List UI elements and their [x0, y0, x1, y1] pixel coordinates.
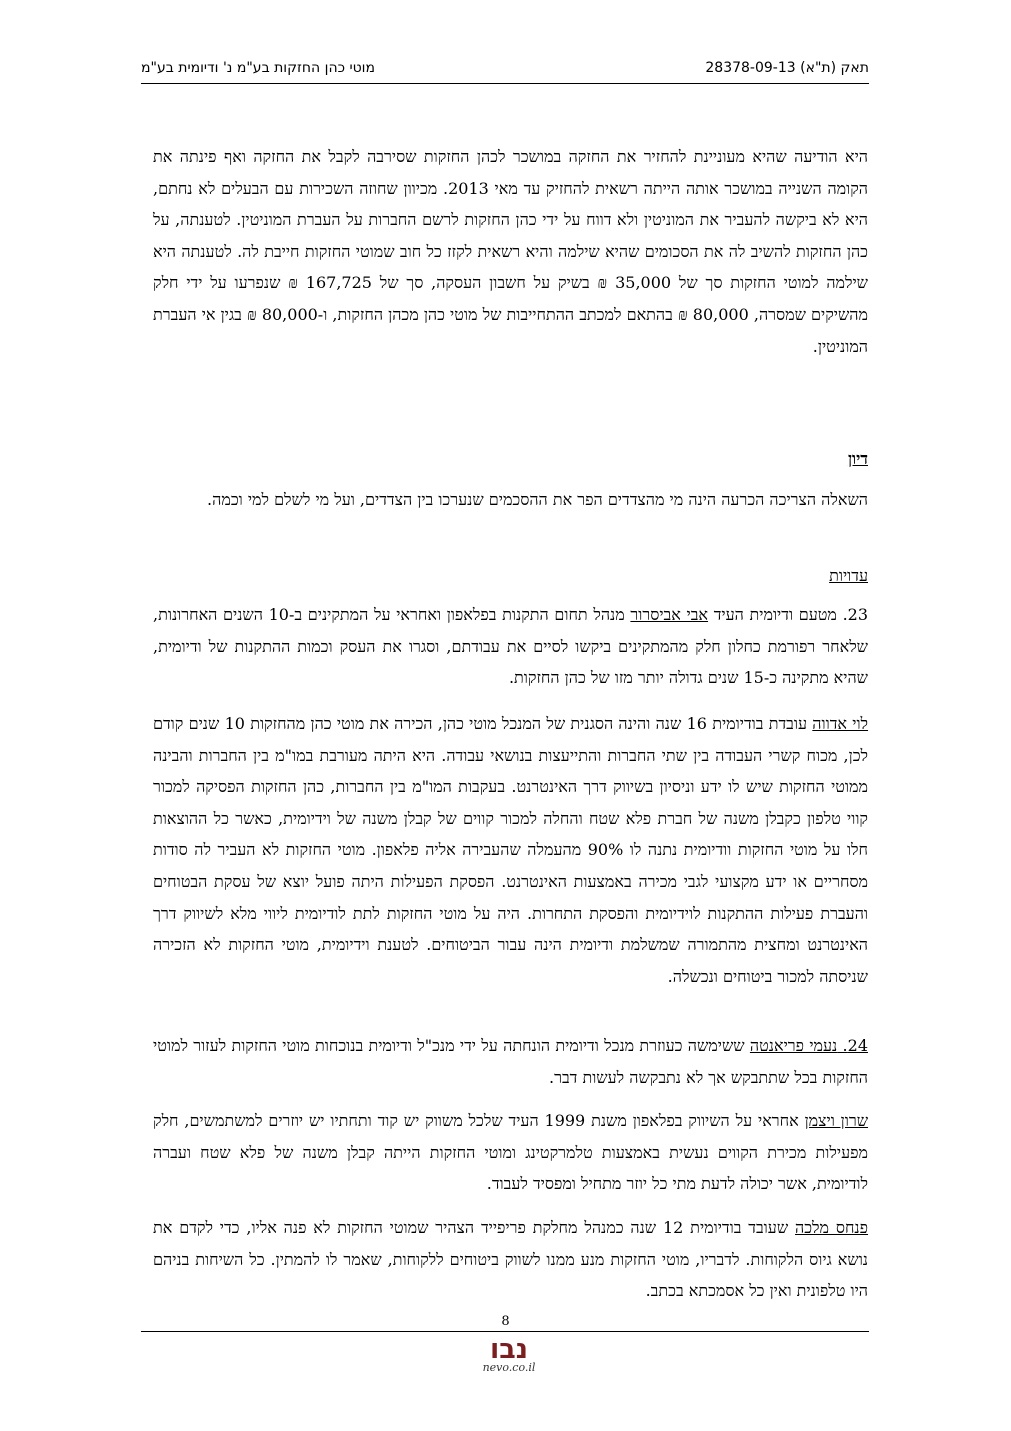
paragraph-sharon-body: אחראי על השיווק בפלאפון משנת 1999 העיד שלכל משווק יש קוד ותחתיו יש יוזרים למשתמשים, חלק מפעילות מכירת הקווים נעשית באמצעות טלמרקטינג ומוטי החזקות הייתה קבלן משנה של פלא שטח ועברה לודיומית, אשר יכולה לדעת מתי כל יוזר מתחיל ומפסיד לעבוד. — [153, 1111, 868, 1194]
page-header — [141, 60, 869, 82]
witness-name-levi: לוי אדווה — [812, 714, 869, 733]
paragraph-pinhas — [153, 1212, 868, 1307]
paragraph-23 — [153, 599, 868, 694]
subsection-title: עדויות — [829, 566, 868, 585]
header-divider — [141, 83, 869, 84]
paragraph-23-lead: 23. מטעם ודיומית העיד — [708, 605, 869, 624]
witness-name-sharon: שרון ויצמן — [804, 1111, 869, 1130]
paragraph-23-body: מנהל תחום התקנות בפלאפון ואחראי על המתקינים ב-10 השנים האחרונות, שלאחר רפורמת כחלון חלק מהמתקינים ביקשו לסיים את עבודתם, וסגרו את העסק וכמות ההתקנות של ודיומית, שהיא מתקינה כ-15 שנים גדולה יותר מזו של כהן החזקות. — [153, 605, 869, 688]
paragraph-24-text — [153, 1030, 868, 1093]
section-title: דיון — [847, 449, 868, 468]
paragraph-23-text — [153, 599, 868, 694]
intro-paragraph — [153, 141, 868, 362]
paragraph-sharon — [153, 1105, 868, 1200]
paragraph-pinhas-body: שעובד בודיומית 12 שנה כמנהל מחלקת פריפייד הצהיר שמוטי החזקות לא פנה אליו, כדי לקדם את נושא גיוס הלקוחות. לדבריו, מוטי החזקות מנע ממנו לשווק ביטוחים ללקוחות, שאמר לו להמתין. כל השיחות בניהם היו טלפונית ואין כל אסמכתא בכתב. — [153, 1218, 868, 1301]
svg-text:nevo.co.il: nevo.co.il — [482, 1361, 536, 1374]
svg-text:נבו: נבו — [490, 1334, 528, 1365]
paragraph-levi — [153, 708, 868, 992]
question-paragraph — [153, 484, 868, 516]
nevo-logo — [462, 1334, 556, 1374]
intro-paragraph-text: היא הודיעה שהיא מעוניינת להחזיר את החזקה במושכר לכהן החזקות שסירבה לקבל את החזקה ואף פינתה את הקומה השנייה במושכר אותה הייתה רשאית להחזיק עד מאי 2013. מכיוון שחוזה השכירות עם הבעלים לא נחתם, היא לא ביקשה להעביר את המוניטין ולא דווח על ידי כהן החזקות לרשם החברות על העברת המוניטין. לטענתה, על כהן החזקות להשיב לה את הסכומים שהיא שילמה והיא רשאית לקזז כל חוב שמוטי החזקות חייבת לה. לטענתה היא שילמה למוטי החזקות סך של 35,000 ₪ בשיק על חשבון העסקה, סך של 167,725 ₪ שנפרעו על ידי חלק מהשיקים שמסרה, 80,000 ₪ בהתאם למכתב ההתחייבות של מוטי כהן מכהן החזקות, ו-80,000 ₪ בגין אי העברת המוניטין. — [153, 147, 869, 356]
header-case-parties: מוטי כהן החזקות בע"מ נ' ודיומית בע"מ — [141, 60, 375, 76]
subsection-heading-testimonies — [153, 566, 868, 586]
page-number: 8 — [501, 1314, 510, 1329]
paragraph-24-lead: 24. — [837, 1036, 869, 1055]
footer-divider — [141, 1331, 869, 1332]
paragraph-levi-text — [153, 708, 868, 992]
paragraph-pinhas-text — [153, 1212, 868, 1307]
witness-name-naomi: נעמי פריאנטה — [749, 1036, 838, 1055]
paragraph-24 — [153, 1030, 868, 1093]
paragraph-levi-body: עובדת בודיומית 16 שנה והינה הסגנית של המנכל מוטי כהן, הכירה את מוטי כהן מהחזקות 10 שנים קודם לכן, מכוח קשרי העבודה בין שתי החברות והתייעצות בנושאי עבודה. היא היתה מעורבת במו"מ בין החברות והבינה ממוטי החזקות שיש לו ידע וניסיון בשיווק דרך האינטרנט. בעקבות המו"מ בין החברות, כהן החזקות הפסיקה למכור קווי טלפון כקבלן משנה של חברת פלא שטח והחלה למכור קווים של קבלן משנה של וידיומית, כאשר כל ההוצאות חלו על מוטי החזקות וודיומית נתנה לו 90% מהעמלה שהעבירה אליה פלאפון. מוטי החזקות לא העביר לה סודות מסחריים או ידע מקצועי לגבי מכירה באמצעות האינטרנט. הפסקת הפעילות היתה פועל יוצא של עסקת הבטוחים והעברת פעילות ההתקנות לוידיומית והפסקת התחרות. היה על מוטי החזקות לתת לודיומית ליווי מלא לשיווק דרך האינטרנט ומחצית מהתמורה שמשלמת ודיומית הינה עבור הביטוחים. לטענת וידיומית, מוטי החזקות לא הזכירה שניסתה למכור ביטוחים ונכשלה. — [153, 714, 868, 986]
section-heading-discussion — [153, 449, 868, 469]
witness-name-avi: אבי אביסרור — [630, 605, 709, 624]
witness-name-pinhas: פנחס מלכה — [795, 1218, 869, 1237]
header-case-number: תאק (ת"א) 28378-09-13 — [705, 60, 869, 76]
paragraph-24-body: ששימשה כעוזרת מנכל ודיומית הונחתה על ידי מנכ"ל ודיומית בנוכחות מוטי החזקות לעזור למוטי החזקות בכל שתתבקש אך לא נתבקשה לעשות דבר. — [153, 1036, 868, 1087]
paragraph-sharon-text — [153, 1105, 868, 1200]
question-text: השאלה הצריכה הכרעה הינה מי מהצדדים הפר את ההסכמים שנערכו בין הצדדים, ועל מי לשלם למי וכמה. — [207, 490, 868, 509]
